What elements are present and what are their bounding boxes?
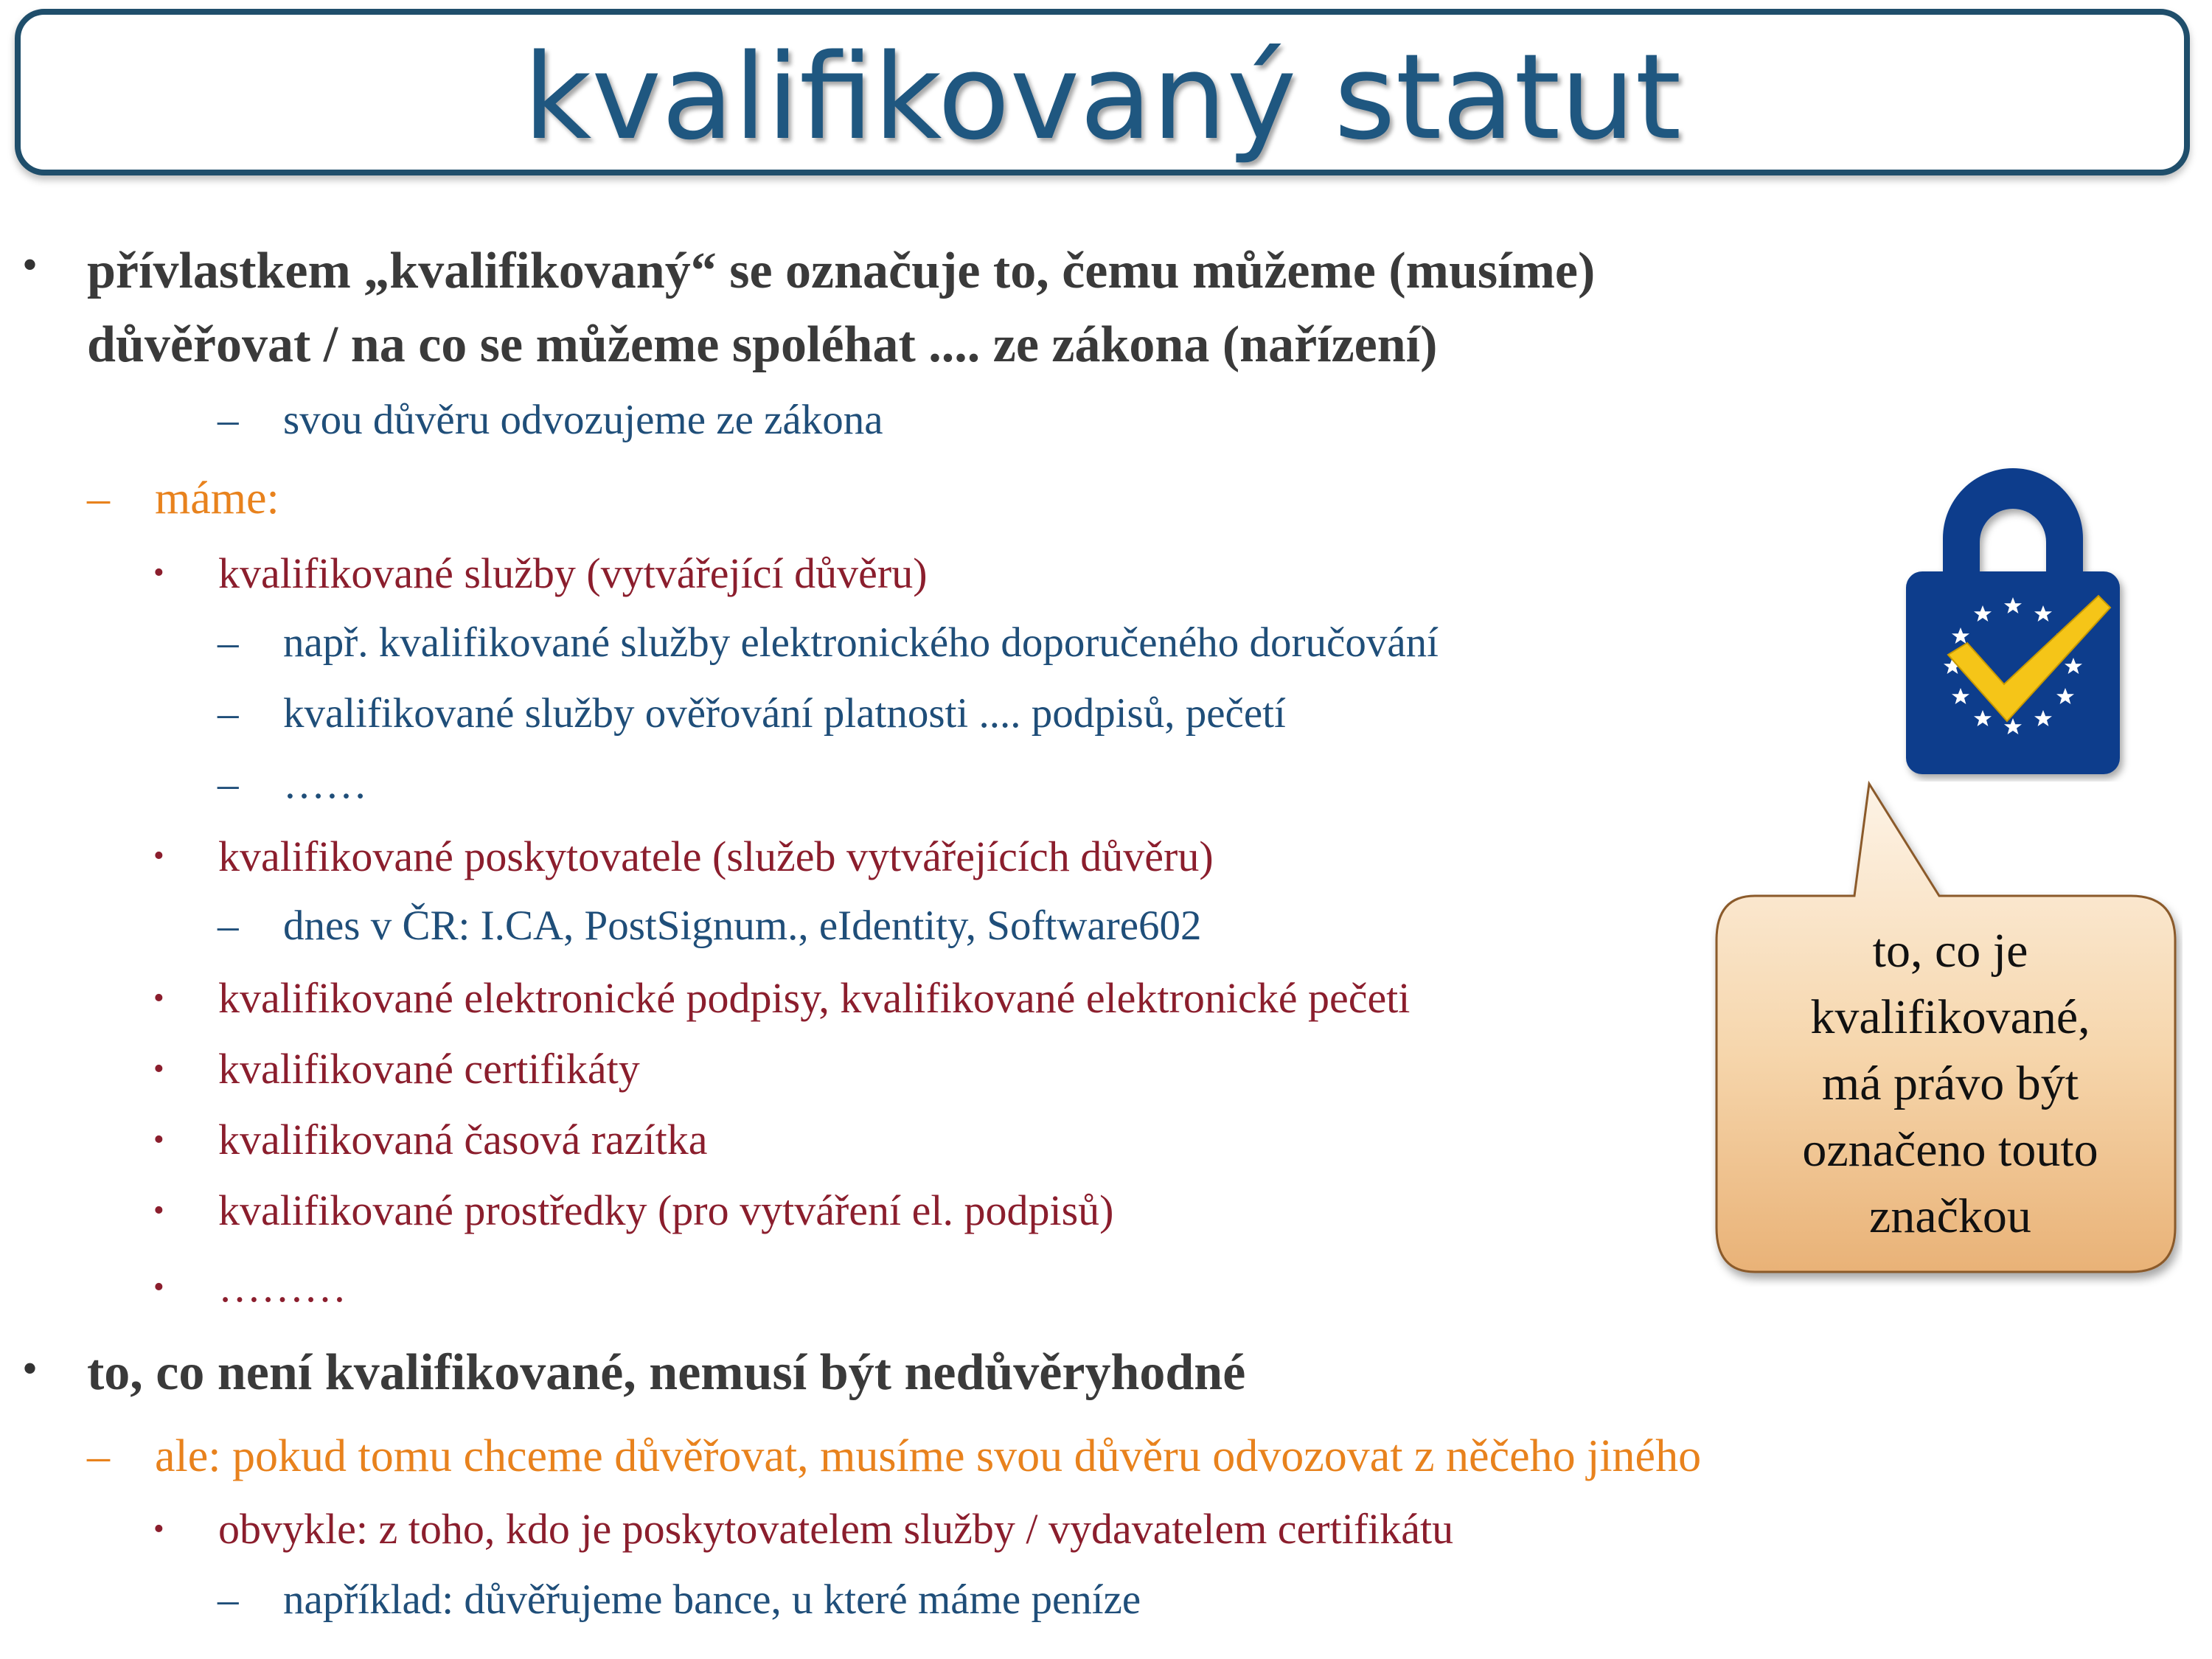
bullet-1-line-2: důvěřovat / na co se můžeme spoléhat .... ze zákona (nařízení) xyxy=(87,316,1438,373)
item-ellipsis: ……… xyxy=(218,1263,347,1311)
callout-text xyxy=(1725,918,2175,1250)
bullet-marker: • xyxy=(153,1512,164,1546)
item-poskytovatele-sub: dnes v ČR: I.CA, PostSignum., eIdentity, Software602 xyxy=(283,902,1202,949)
item-priklad: například: důvěřujeme bance, u které máme peníze xyxy=(283,1576,1141,1623)
eu-trust-mark-lock-icon xyxy=(1895,450,2131,782)
bullet-marker: • xyxy=(153,1052,164,1086)
bullet-marker: • xyxy=(153,981,164,1015)
item-obvykle: obvykle: z toho, kdo je poskytovatelem služby / vydavatelem certifikátu xyxy=(218,1505,1454,1553)
dash-marker: – xyxy=(87,473,110,524)
dash-marker: – xyxy=(218,397,239,443)
bullet-marker: • xyxy=(153,1194,164,1228)
item-sluzby-sub-2: kvalifikované služby ověřování platnosti .... podpisů, pečetí xyxy=(283,690,1286,737)
callout-line-1: to, co je xyxy=(1872,924,2028,978)
bullet-marker: • xyxy=(22,240,38,289)
item-podpisy: kvalifikované elektronické podpisy, kvalifikované elektronické pečeti xyxy=(218,974,1411,1022)
bullet-1-line-1: přívlastkem „kvalifikovaný“ se označuje to, čemu můžeme (musíme) xyxy=(87,243,1596,299)
callout-line-2: kvalifikované, xyxy=(1810,990,2090,1044)
dash-marker: – xyxy=(87,1431,110,1481)
item-razitka: kvalifikovaná časová razítka xyxy=(218,1116,708,1164)
bullet-2: to, co není kvalifikované, nemusí být nedůvěryhodné xyxy=(87,1344,1246,1401)
callout-line-5: značkou xyxy=(1869,1189,2031,1243)
page-title: kvalifikovaný statut xyxy=(523,28,1682,166)
ale-line: ale: pokud tomu chceme důvěřovat, musíme svou důvěru odvozovat z něčeho jiného xyxy=(155,1431,1702,1481)
item-certifikaty: kvalifikované certifikáty xyxy=(218,1045,640,1093)
bullet-marker: • xyxy=(153,556,164,590)
bullet-1-sub: svou důvěru odvozujeme ze zákona xyxy=(283,397,883,443)
dash-marker: – xyxy=(218,1576,239,1623)
title-box xyxy=(15,9,2190,175)
bullet-marker: • xyxy=(153,1123,164,1157)
callout-line-3: má právo být xyxy=(1821,1057,2079,1110)
item-sluzby-sub-1: např. kvalifikované služby elektronického doporučeného doručování xyxy=(283,619,1439,666)
bullet-marker: • xyxy=(153,1270,164,1304)
bullet-marker: • xyxy=(22,1344,38,1393)
callout-line-4: označeno touto xyxy=(1802,1123,2098,1177)
dash-marker: – xyxy=(218,761,239,807)
mame-label: máme: xyxy=(155,473,279,524)
item-poskytovatele: kvalifikované poskytovatele (služeb vytvářejících důvěru) xyxy=(218,832,1214,880)
dash-marker: – xyxy=(218,902,239,949)
dash-marker: – xyxy=(218,619,239,666)
item-sluzby: kvalifikované služby (vytvářející důvěru) xyxy=(218,549,928,597)
item-sluzby-sub-3: …… xyxy=(283,761,367,807)
item-prostredky: kvalifikované prostředky (pro vytváření el. podpisů) xyxy=(218,1186,1114,1234)
bullet-marker: • xyxy=(153,839,164,873)
dash-marker: – xyxy=(218,690,239,737)
